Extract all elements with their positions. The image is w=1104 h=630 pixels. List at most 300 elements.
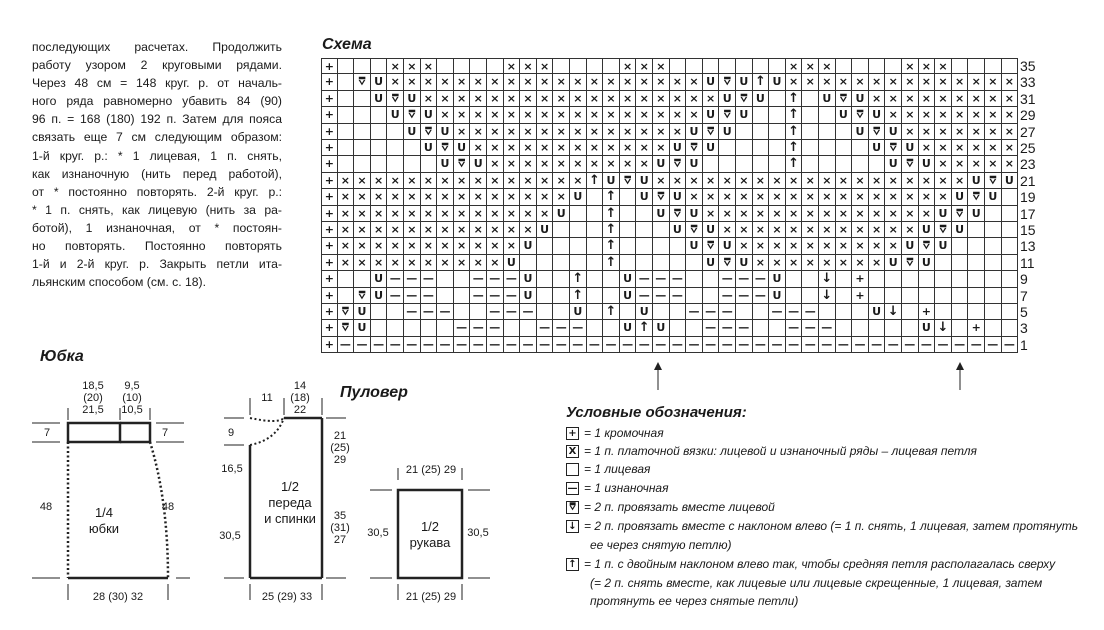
chart-cell: ×	[470, 173, 487, 189]
chart-cell: ↓	[885, 304, 902, 320]
chart-cell: U	[570, 189, 587, 205]
intro-line: как изнаночную (нить перед работой),	[32, 166, 282, 181]
skirt-top-width-a2: (20)	[83, 392, 103, 404]
chart-cell: ×	[736, 238, 753, 254]
chart-cell: ×	[387, 58, 404, 74]
chart-cell: —	[537, 337, 554, 353]
chart-cell: ×	[387, 222, 404, 238]
chart-cell: ⩢	[354, 74, 371, 90]
chart-cell: U	[620, 271, 637, 287]
chart-cell	[354, 271, 371, 287]
pullover-body-left: 30,5	[219, 530, 241, 542]
chart-cell	[570, 206, 587, 222]
chart-cell: ×	[520, 58, 537, 74]
chart-cell: ×	[537, 58, 554, 74]
chart-cell: ×	[437, 238, 454, 254]
chart-cell: ×	[421, 206, 438, 222]
chart-cell: ×	[587, 74, 604, 90]
chart-cell: ×	[786, 238, 803, 254]
pullover-neck-left: 11	[261, 392, 273, 404]
chart-cell	[371, 107, 388, 123]
chart-cell	[985, 271, 1002, 287]
chart-cell: —	[504, 288, 521, 304]
chart-cell: ×	[919, 173, 936, 189]
chart-cell	[902, 271, 919, 287]
chart-row-number: 21	[1020, 172, 1036, 189]
chart-cell	[719, 156, 736, 172]
chart-cell	[636, 206, 653, 222]
chart-cell: U	[935, 206, 952, 222]
chart-cell	[952, 320, 969, 336]
chart-cell: ×	[371, 222, 388, 238]
chart-cell	[553, 222, 570, 238]
chart-cell: ⩢	[354, 288, 371, 304]
sleeve-bottom-width: 21 (25) 29	[405, 591, 457, 603]
skirt-piece-label-2: юбки	[88, 521, 120, 536]
chart-cell: ×	[570, 140, 587, 156]
arrow-up-icon: ↑	[566, 558, 579, 571]
chart-cell: ×	[487, 206, 504, 222]
chart-cell: ×	[836, 206, 853, 222]
chart-cell: —	[636, 271, 653, 287]
chart-cell	[869, 271, 886, 287]
chart-cell	[670, 255, 687, 271]
chart-cell: —	[819, 337, 836, 353]
chart-cell: U	[603, 173, 620, 189]
chart-cell: ×	[802, 255, 819, 271]
chart-cell: ×	[421, 255, 438, 271]
chart-cell: U	[670, 140, 687, 156]
legend-text: протянуть ее через снятые петли)	[590, 594, 799, 608]
chart-cell: ↑	[603, 255, 620, 271]
chart-cell	[869, 320, 886, 336]
chart-cell	[852, 304, 869, 320]
chart-cell: U	[885, 156, 902, 172]
chart-cell: ×	[636, 156, 653, 172]
chart-cell: U	[421, 107, 438, 123]
chart-cell: ×	[487, 91, 504, 107]
chart-cell: ×	[636, 91, 653, 107]
chart-cell: ×	[653, 107, 670, 123]
chart-cell: ⩢	[719, 74, 736, 90]
chart-cell	[852, 58, 869, 74]
sleeve-piece-label-2: рукава	[409, 535, 451, 550]
chart-cell: —	[719, 288, 736, 304]
chart-cell: ×	[454, 173, 471, 189]
chart-cell	[769, 124, 786, 140]
chart-cell	[1002, 206, 1019, 222]
chart-cell: ×	[836, 238, 853, 254]
chart-cell: U	[736, 74, 753, 90]
chart-cell: ×	[703, 189, 720, 205]
chart-cell: ×	[603, 91, 620, 107]
chart-cell: —	[338, 337, 355, 353]
chart-cell: ×	[454, 91, 471, 107]
chart-cell: ×	[819, 255, 836, 271]
chart-cell: ×	[520, 156, 537, 172]
chart-cell: ×	[968, 156, 985, 172]
chart-cell: ×	[985, 91, 1002, 107]
chart-cell: ×	[504, 173, 521, 189]
chart-row-number: 3	[1020, 320, 1028, 337]
chart-cell	[686, 271, 703, 287]
chart-cell: —	[487, 271, 504, 287]
chart-cell: ×	[354, 238, 371, 254]
chart-cell: U	[470, 156, 487, 172]
chart-cell: ×	[553, 107, 570, 123]
chart-cell: U	[902, 238, 919, 254]
chart-cell: —	[919, 337, 936, 353]
chart-cell: ×	[1002, 140, 1019, 156]
chart-cell	[570, 255, 587, 271]
chart-cell: —	[487, 337, 504, 353]
chart-cell: ⩢	[852, 107, 869, 123]
chart-cell: ×	[852, 255, 869, 271]
chart-cell: ×	[487, 189, 504, 205]
chart-cell: U	[919, 320, 936, 336]
chart-cell: ×	[620, 140, 637, 156]
chart-cell: ×	[1002, 74, 1019, 90]
chart-cell: —	[487, 288, 504, 304]
chart-cell: U	[852, 91, 869, 107]
chart-cell: ×	[719, 173, 736, 189]
chart-cell: ×	[454, 189, 471, 205]
chart-cell	[753, 156, 770, 172]
chart-cell	[354, 124, 371, 140]
chart-cell	[354, 58, 371, 74]
pullover-piece-label-3: и спинки	[264, 511, 316, 526]
chart-cell: ×	[985, 107, 1002, 123]
chart-cell: ×	[537, 107, 554, 123]
repeat-arrow-right-head	[956, 362, 964, 370]
chart-cell: ×	[338, 206, 355, 222]
chart-cell	[719, 140, 736, 156]
chart-cell: U	[670, 189, 687, 205]
chart-cell	[454, 58, 471, 74]
chart-cell: ×	[470, 140, 487, 156]
chart-cell: ×	[371, 173, 388, 189]
chart-cell: ×	[952, 124, 969, 140]
chart-cell: U	[719, 124, 736, 140]
chart-cell: ×	[520, 91, 537, 107]
chart-cell: U	[819, 91, 836, 107]
chart-cell: ×	[487, 140, 504, 156]
chart-cell: —	[636, 337, 653, 353]
plus-icon: +	[566, 427, 579, 440]
chart-cell: U	[570, 304, 587, 320]
chart-cell: ×	[620, 91, 637, 107]
chart-cell: ×	[487, 222, 504, 238]
chart-cell	[968, 222, 985, 238]
chart-cell	[570, 238, 587, 254]
skirt-bottom-width: 28 (30) 32	[92, 591, 144, 603]
chart-cell: ×	[470, 74, 487, 90]
chart-cell: ×	[985, 140, 1002, 156]
chart-cell: U	[686, 206, 703, 222]
chart-cell: ×	[802, 238, 819, 254]
chart-cell: ⩢	[935, 222, 952, 238]
chart-cell	[421, 156, 438, 172]
chart-cell: ×	[387, 206, 404, 222]
chart-row-number: 17	[1020, 205, 1036, 222]
chart-cell: +	[321, 173, 338, 189]
chart-cell: U	[553, 206, 570, 222]
chart-cell: —	[968, 337, 985, 353]
chart-cell: ×	[520, 124, 537, 140]
chart-cell: —	[753, 337, 770, 353]
chart-cell	[338, 91, 355, 107]
chart-cell: —	[421, 337, 438, 353]
chart-cell	[354, 91, 371, 107]
chart-row-number: 27	[1020, 123, 1036, 140]
chart-cell: ×	[902, 74, 919, 90]
chart-cell: ×	[802, 222, 819, 238]
chart-cell: ×	[952, 107, 969, 123]
intro-text	[32, 38, 282, 291]
chart-cell: U	[703, 74, 720, 90]
chart-cell: ×	[686, 91, 703, 107]
chart-cell	[736, 124, 753, 140]
chart-cell	[338, 58, 355, 74]
chart-cell: ×	[387, 238, 404, 254]
chart-cell: ×	[421, 189, 438, 205]
legend-text: = 1 изнаночная	[584, 481, 669, 495]
chart-cell	[968, 255, 985, 271]
chart-cell: +	[321, 255, 338, 271]
pullover-armhole-a: 21	[333, 430, 347, 442]
chart-cell: ×	[802, 173, 819, 189]
chart-cell: ×	[819, 189, 836, 205]
chart-cell: —	[719, 337, 736, 353]
chart-cell: ×	[404, 58, 421, 74]
chart-cell: ↑	[570, 271, 587, 287]
chart-cell	[387, 156, 404, 172]
chart-cell: ×	[371, 206, 388, 222]
chart-cell: ×	[504, 238, 521, 254]
chart-cell	[603, 320, 620, 336]
chart-cell: ×	[902, 58, 919, 74]
chart-cell: ×	[354, 222, 371, 238]
chart-cell: ×	[437, 91, 454, 107]
pullover-piece-label: 1/2	[280, 479, 300, 494]
legend-text: = 1 кромочная	[584, 426, 664, 440]
chart-cell: ×	[636, 58, 653, 74]
chart-cell: ×	[653, 140, 670, 156]
intro-line: от * постоянно повторять. 2-й круг. р.:	[32, 184, 282, 199]
chart-cell: +	[321, 74, 338, 90]
chart-cell	[338, 288, 355, 304]
intro-line: работу узором 2 круговыми рядами.	[32, 58, 282, 73]
chart-cell: —	[487, 320, 504, 336]
chart-cell: +	[321, 140, 338, 156]
chart-cell: ×	[470, 255, 487, 271]
chart-cell	[603, 58, 620, 74]
chart-cell	[371, 156, 388, 172]
chart-row-number: 35	[1020, 58, 1036, 74]
chart-cell	[885, 271, 902, 287]
chart-cell: ↑	[603, 222, 620, 238]
chart-cell: ×	[670, 124, 687, 140]
chart-cell: ×	[653, 58, 670, 74]
chart-cell: U	[736, 107, 753, 123]
chart-cell: ×	[935, 140, 952, 156]
chart-cell: +	[919, 304, 936, 320]
chart-cell: ×	[935, 156, 952, 172]
chart-cell: —	[421, 304, 438, 320]
chart-cell	[670, 238, 687, 254]
chart-cell: —	[470, 337, 487, 353]
chart-cell: ⩢	[952, 206, 969, 222]
empty-square-icon	[566, 463, 579, 476]
chart-cell: U	[753, 91, 770, 107]
chart-cell: U	[769, 271, 786, 287]
chart-cell: ×	[553, 189, 570, 205]
chart-cell: ×	[869, 91, 886, 107]
chart-cell: —	[421, 271, 438, 287]
chart-cell: U	[670, 222, 687, 238]
chart-cell	[1002, 255, 1019, 271]
repeat-arrow-left-head	[654, 362, 662, 370]
chart-cell	[354, 140, 371, 156]
chart-cell: U	[769, 288, 786, 304]
chart-row-number: 1	[1020, 336, 1028, 353]
chart-cell: ×	[885, 206, 902, 222]
chart-cell: ×	[487, 107, 504, 123]
chart-cell: ×	[919, 189, 936, 205]
chart-cell: ×	[636, 124, 653, 140]
chart-cell	[653, 255, 670, 271]
chart-cell: —	[371, 337, 388, 353]
chart-cell: ⩢	[686, 140, 703, 156]
chart-cell: ×	[454, 206, 471, 222]
pullover-piece-label-2: переда	[268, 495, 312, 510]
chart-cell: U	[968, 206, 985, 222]
chart-cell: U	[636, 189, 653, 205]
chart-cell: ×	[437, 74, 454, 90]
chart-cell	[703, 156, 720, 172]
chart-cell: ×	[802, 206, 819, 222]
chart-cell: U	[371, 74, 388, 90]
chart-cell: +	[968, 320, 985, 336]
chart-cell: U	[1002, 173, 1019, 189]
legend-text: = 2 п. провязать вместе с наклоном влево (= 1 п. снять, 1 лицевая, затем протянуть	[584, 519, 1079, 533]
pullover-side-top: 16,5	[221, 463, 243, 475]
chart-row-number: 23	[1020, 156, 1036, 173]
chart-cell: ×	[487, 238, 504, 254]
chart-cell: ×	[537, 91, 554, 107]
chart-cell: ×	[520, 222, 537, 238]
legend-text: = 1 лицевая	[584, 462, 651, 476]
chart-cell: ×	[421, 58, 438, 74]
chart-cell	[802, 107, 819, 123]
chart-cell: U	[437, 156, 454, 172]
chart-cell: ×	[487, 74, 504, 90]
chart-cell	[371, 58, 388, 74]
chart-cell: +	[321, 91, 338, 107]
chart-cell: +	[852, 271, 869, 287]
chart-cell: ×	[802, 58, 819, 74]
chart-cell	[753, 320, 770, 336]
chart-cell: —	[802, 337, 819, 353]
chart-cell: +	[852, 288, 869, 304]
pullover-body-height-b: (31)	[330, 522, 350, 534]
chart-cell: U	[703, 140, 720, 156]
chart-cell: ×	[537, 156, 554, 172]
chart-cell: +	[321, 288, 338, 304]
skirt-top-width-a3: 21,5	[82, 404, 104, 416]
chart-cell: ×	[603, 107, 620, 123]
chart-cell	[836, 58, 853, 74]
chart-cell: —	[719, 271, 736, 287]
skirt-piece-label: 1/4	[94, 505, 114, 520]
pullover-armhole-c: 29	[333, 454, 347, 466]
chart-cell: —	[653, 288, 670, 304]
chart-cell	[736, 58, 753, 74]
chart-cell: U	[919, 255, 936, 271]
chart-cell: ×	[719, 206, 736, 222]
chart-cell	[852, 156, 869, 172]
chart-cell: ↑	[603, 206, 620, 222]
chart-cell: ×	[769, 255, 786, 271]
chart-cell: —	[504, 271, 521, 287]
chart-cell: ×	[603, 124, 620, 140]
chart-cell	[587, 222, 604, 238]
chart-cell: ×	[919, 91, 936, 107]
chart-cell: ×	[437, 255, 454, 271]
chart-cell: ×	[537, 189, 554, 205]
chart-cell: ×	[736, 222, 753, 238]
chart-cell: U	[620, 320, 637, 336]
chart-cell: ×	[537, 74, 554, 90]
chart-cell: ⩢	[620, 173, 637, 189]
chart-cell: U	[404, 124, 421, 140]
chart-cell	[852, 320, 869, 336]
chart-cell: —	[703, 320, 720, 336]
chart-cell	[753, 140, 770, 156]
chart-cell: —	[603, 337, 620, 353]
chart-cell	[769, 320, 786, 336]
chart-cell: ×	[952, 173, 969, 189]
chart-cell: +	[321, 337, 338, 353]
chart-cell: —	[819, 320, 836, 336]
chart-cell	[504, 320, 521, 336]
chart-cell	[769, 140, 786, 156]
chart-cell: ×	[869, 206, 886, 222]
chart-cell	[753, 304, 770, 320]
skirt-top-width-a: 18,5	[82, 380, 104, 392]
chart-cell	[968, 304, 985, 320]
chart-cell	[421, 320, 438, 336]
chart-cell: ⩢	[703, 124, 720, 140]
chart-cell: ×	[902, 124, 919, 140]
chart-cell: —	[570, 320, 587, 336]
chart-cell: ×	[553, 140, 570, 156]
chart-cell: ×	[703, 173, 720, 189]
chart-cell	[703, 271, 720, 287]
chart-cell: ⩢	[719, 107, 736, 123]
chart-cell: U	[371, 91, 388, 107]
chart-cell: —	[753, 271, 770, 287]
chart-cell: —	[736, 337, 753, 353]
chart-cell	[587, 304, 604, 320]
chart-cell: ×	[719, 222, 736, 238]
chart-cell: ×	[869, 173, 886, 189]
chart-cell: U	[719, 238, 736, 254]
pullover-bottom-width: 25 (29) 33	[261, 591, 313, 603]
chart-cell	[686, 320, 703, 336]
chart-cell	[769, 107, 786, 123]
chart-cell: ×	[454, 255, 471, 271]
